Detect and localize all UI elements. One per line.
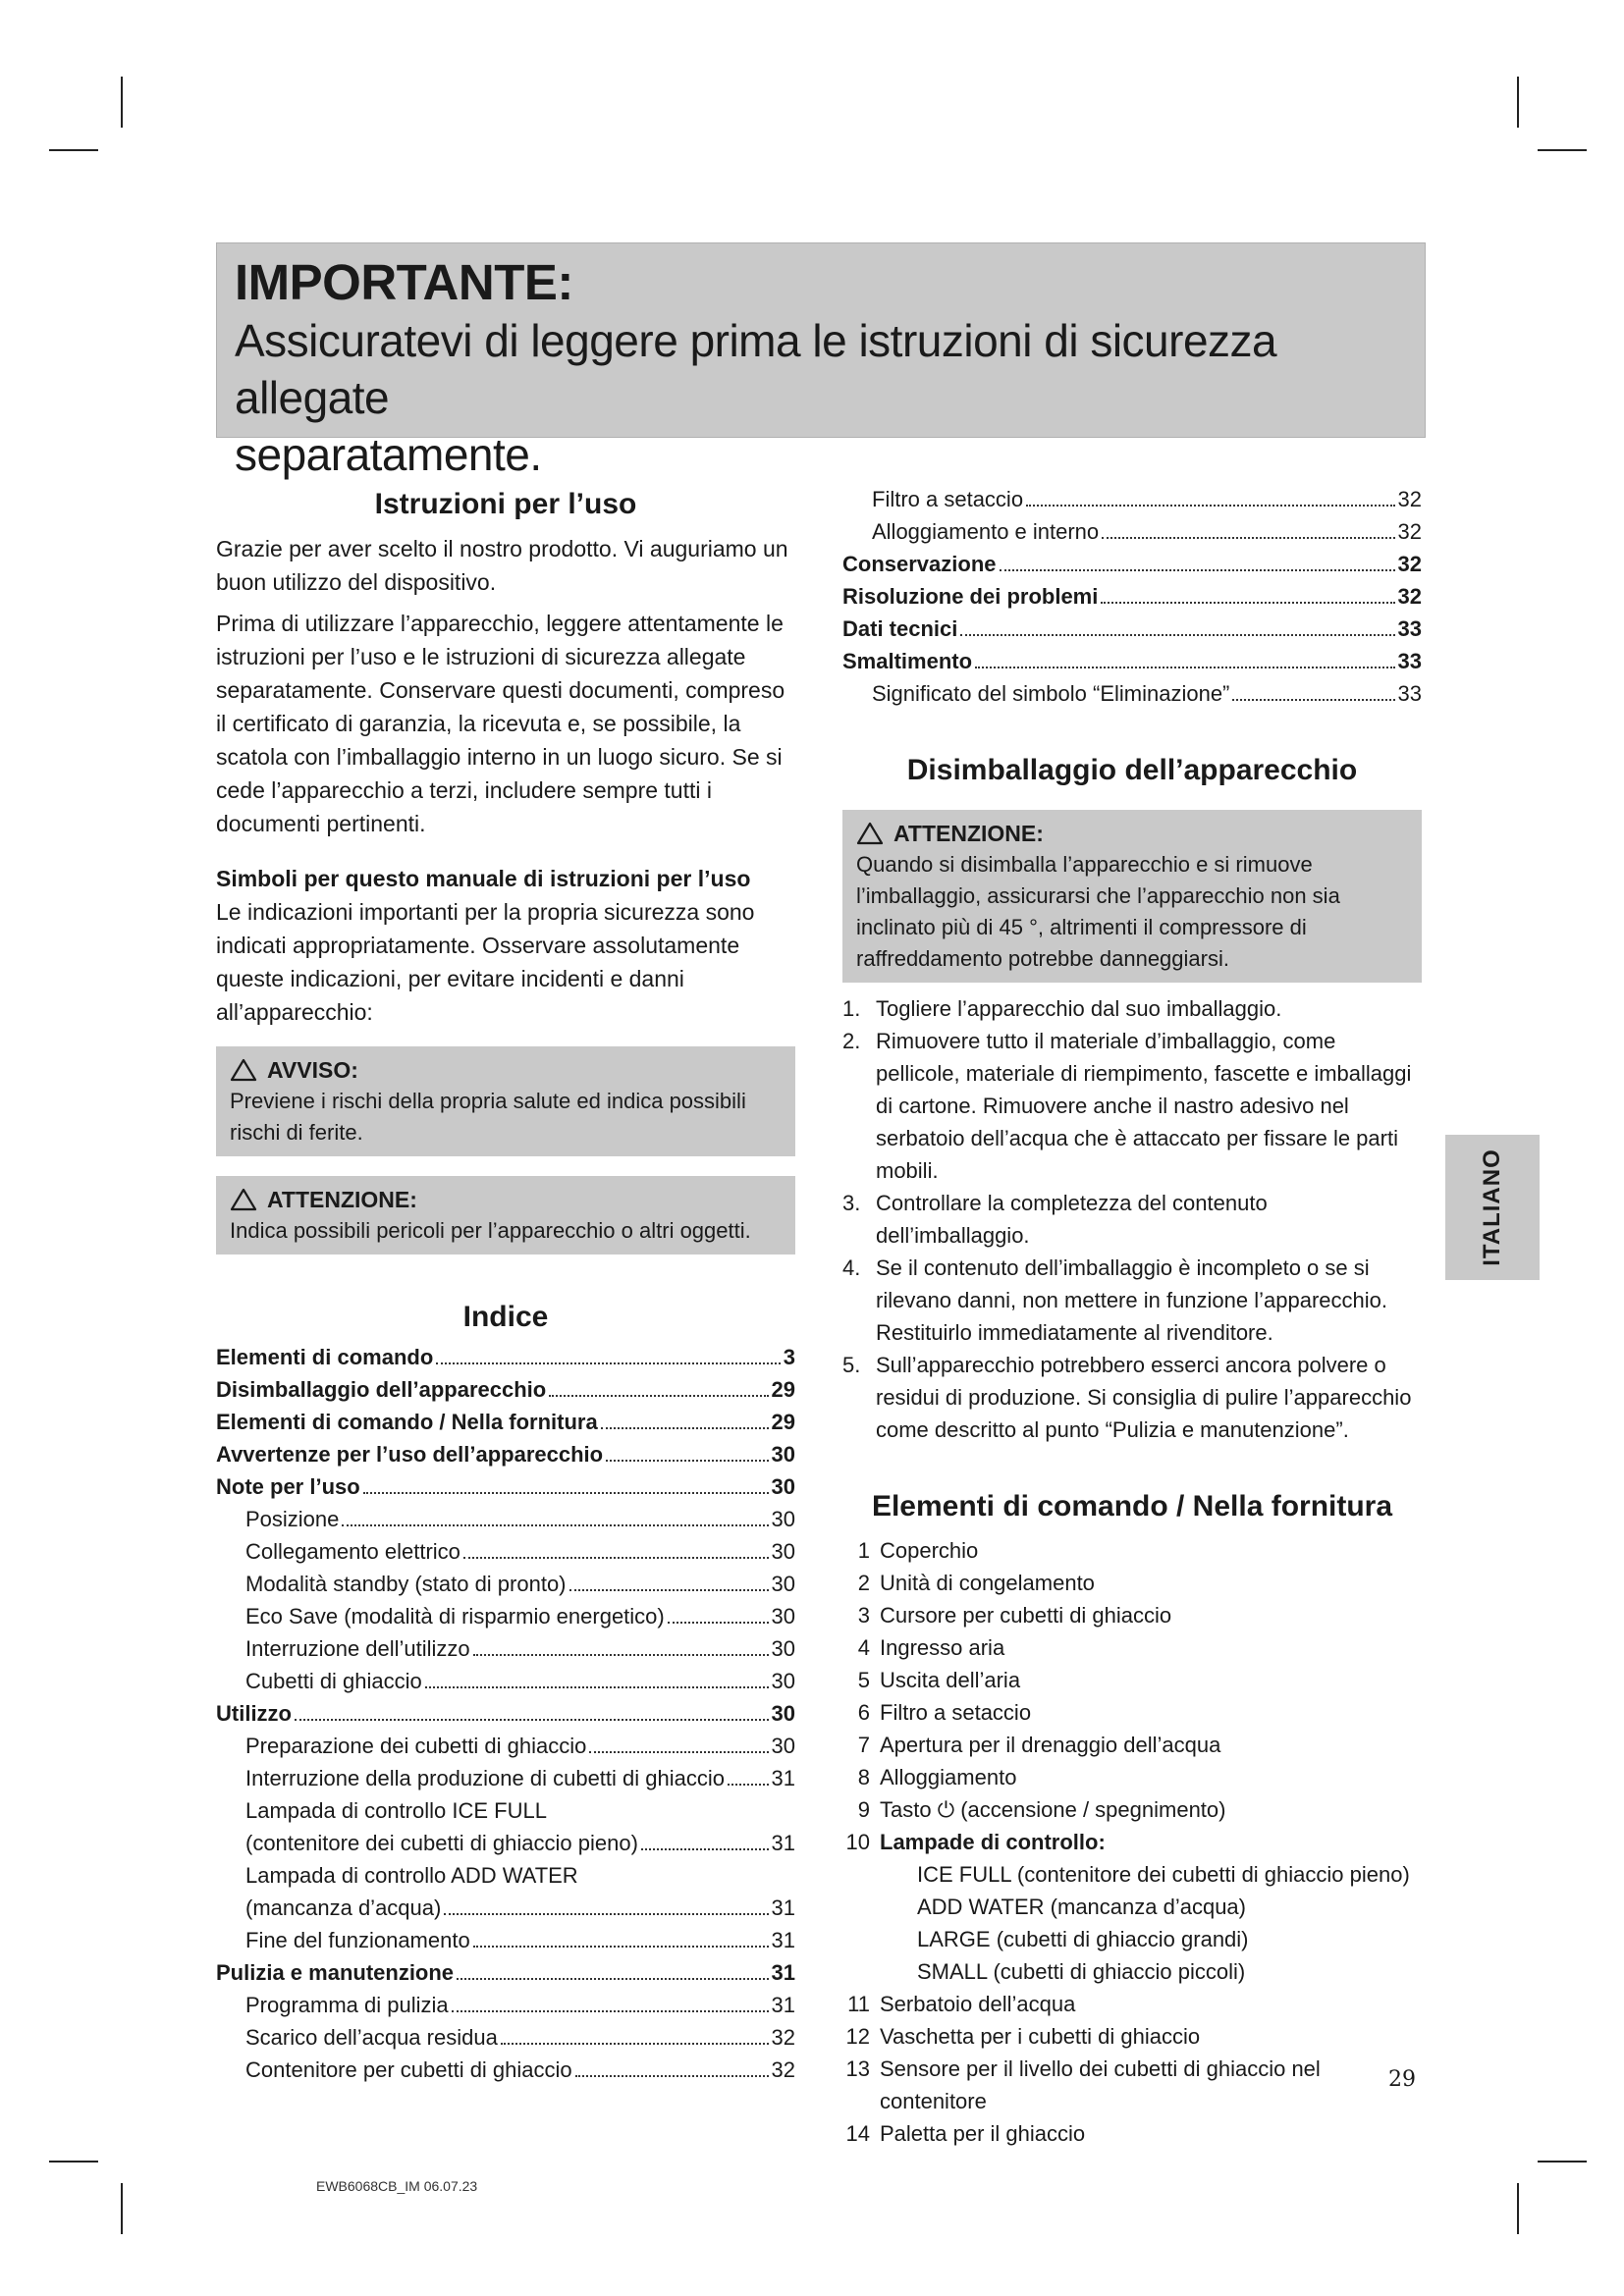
toc-entry[interactable] bbox=[216, 1989, 795, 2021]
intro-paragraph: Grazie per aver scelto il nostro prodotto. Vi auguriamo un buon utilizzo del dispositivo. bbox=[216, 536, 788, 595]
toc-page: 30 bbox=[771, 1539, 795, 1564]
simboli-paragraph: Le indicazioni importanti per la propria sicurezza sono indicati appropriatamente. Osservare assolutamente queste indicazioni, per evitare incidenti e danni all’apparecchio: bbox=[216, 899, 755, 1025]
element-number: 5 bbox=[857, 1668, 870, 1692]
toc-label: Fine del funzionamento bbox=[245, 1928, 470, 1952]
element-number: 3 bbox=[857, 1603, 870, 1628]
avviso-box bbox=[216, 1046, 795, 1156]
list-item bbox=[842, 1955, 1422, 1988]
list-item bbox=[842, 2020, 1422, 2053]
toc-entry[interactable] bbox=[216, 1438, 795, 1470]
toc-entry[interactable] bbox=[216, 1341, 795, 1373]
list-item bbox=[842, 992, 1422, 1025]
list-item bbox=[842, 1891, 1422, 1923]
list-item bbox=[842, 1631, 1422, 1664]
disimballaggio-attenzione-text: Quando si disimballa l’apparecchio e si rimuove l’imballaggio, assicurarsi che l’apparecchio non sia inclinato più di 45 °, altrimenti il compressore di raffreddamento potrebbe danneggiarsi. bbox=[856, 852, 1340, 971]
list-item bbox=[842, 1567, 1422, 1599]
toc-label: Conservazione bbox=[842, 552, 997, 576]
toc-page: 33 bbox=[1397, 681, 1422, 706]
element-number: 9 bbox=[857, 1797, 870, 1822]
element-text: ADD WATER (mancanza d’acqua) bbox=[917, 1895, 1246, 1919]
warning-triangle-icon bbox=[856, 822, 884, 845]
toc-page: 30 bbox=[771, 1507, 795, 1531]
toc-label: Pulizia e manutenzione bbox=[216, 1960, 455, 1985]
element-number: 6 bbox=[857, 1700, 870, 1725]
attenzione-title: ATTENZIONE: bbox=[267, 1187, 417, 1212]
list-item bbox=[842, 1534, 1422, 1567]
toc-label: Eco Save (modalità di risparmio energetico) bbox=[245, 1604, 665, 1629]
toc-label: (mancanza d’acqua) bbox=[245, 1896, 442, 1920]
crop-mark bbox=[49, 149, 98, 151]
step-text: Controllare la completezza del contenuto dell’imballaggio. bbox=[876, 1191, 1268, 1248]
page-number: 29 bbox=[1388, 2067, 1416, 2092]
toc-label: Lampada di controllo ICE FULL bbox=[245, 1798, 547, 1823]
element-text: Tasto ⏻ (accensione / spegnimento) bbox=[880, 1797, 1226, 1822]
toc-page: 32 bbox=[1397, 584, 1422, 609]
crop-mark bbox=[1517, 2183, 1519, 2234]
avviso-title: AVVISO: bbox=[267, 1057, 358, 1083]
toc-entry[interactable] bbox=[216, 1892, 795, 1924]
toc-entry[interactable] bbox=[216, 1794, 795, 1827]
step-number: 2. bbox=[842, 1029, 861, 1053]
element-number: 14 bbox=[845, 2121, 870, 2146]
list-item bbox=[842, 1599, 1422, 1631]
element-text: Coperchio bbox=[880, 1538, 979, 1563]
toc-label: (contenitore dei cubetti di ghiaccio pieno) bbox=[245, 1831, 638, 1855]
banner-line2: separatamente. bbox=[235, 429, 542, 480]
toc-page: 30 bbox=[771, 1701, 795, 1726]
element-text: ICE FULL (contenitore dei cubetti di ghiaccio pieno) bbox=[917, 1862, 1410, 1887]
toc-label: Avvertenze per l’uso dell’apparecchio bbox=[216, 1442, 604, 1467]
toc-page: 30 bbox=[771, 1572, 795, 1596]
attenzione-text: Indica possibili pericoli per l’apparecchio o altri oggetti. bbox=[230, 1218, 751, 1243]
toc-entry[interactable] bbox=[842, 645, 1422, 677]
step-text: Rimuovere tutto il materiale d’imballaggio, come pellicole, materiale di riempimento, fascette e imballaggi di cartone. Rimuovere anche il nastro adesivo nel serbatoio dell’acqua che è attaccato per fissare le parti mobili. bbox=[876, 1029, 1412, 1183]
toc-entry[interactable] bbox=[216, 2021, 795, 2054]
unpacking-steps bbox=[842, 992, 1422, 1446]
toc-label: Risoluzione dei problemi bbox=[842, 584, 1099, 609]
toc-entry[interactable] bbox=[216, 1406, 795, 1438]
toc-page: 32 bbox=[771, 2025, 795, 2050]
toc-page: 30 bbox=[771, 1734, 795, 1758]
toc-label: Elementi di comando bbox=[216, 1345, 434, 1369]
step-number: 4. bbox=[842, 1255, 861, 1280]
toc-page: 31 bbox=[771, 1960, 795, 1985]
indice-heading: Indice bbox=[462, 1301, 549, 1333]
toc-entry[interactable] bbox=[216, 1762, 795, 1794]
list-item bbox=[842, 1664, 1422, 1696]
toc-label: Alloggiamento e interno bbox=[872, 519, 1100, 544]
step-text: Sull’apparecchio potrebbero esserci ancora polvere o residui di produzione. Si consiglia di pulire l’apparecchio come descritto al punto “Pulizia e manutenzione”. bbox=[876, 1353, 1412, 1442]
step-text: Togliere l’apparecchio dal suo imballaggio. bbox=[876, 996, 1282, 1021]
avviso-text: Previene i rischi della propria salute ed indica possibili rischi di ferite. bbox=[230, 1089, 746, 1145]
toc-label: Collegamento elettrico bbox=[245, 1539, 460, 1564]
toc-label: Utilizzo bbox=[216, 1701, 292, 1726]
toc-page: 30 bbox=[771, 1474, 795, 1499]
element-text: Cursore per cubetti di ghiaccio bbox=[880, 1603, 1172, 1628]
crop-mark bbox=[121, 2183, 123, 2234]
left-column bbox=[216, 481, 795, 2086]
element-number bbox=[842, 1923, 880, 1955]
element-text: Filtro a setaccio bbox=[880, 1700, 1032, 1725]
toc-page: 31 bbox=[771, 1928, 795, 1952]
toc-entry[interactable] bbox=[216, 1503, 795, 1535]
toc-page: 30 bbox=[771, 1442, 795, 1467]
crop-mark bbox=[121, 77, 123, 128]
element-number: 8 bbox=[857, 1765, 870, 1789]
disimballaggio-attenzione-title: ATTENZIONE: bbox=[893, 821, 1044, 846]
toc-entry[interactable] bbox=[842, 515, 1422, 548]
element-text: Uscita dell’aria bbox=[880, 1668, 1021, 1692]
elementi-heading: Elementi di comando / Nella fornitura bbox=[871, 1490, 1393, 1522]
toc-label: Disimballaggio dell’apparecchio bbox=[216, 1377, 547, 1402]
toc-page: 32 bbox=[1397, 519, 1422, 544]
toc-entry[interactable] bbox=[842, 580, 1422, 613]
istruzioni-heading: Istruzioni per l’uso bbox=[374, 488, 637, 520]
toc-entry[interactable] bbox=[216, 1827, 795, 1859]
toc-page: 31 bbox=[771, 1896, 795, 1920]
toc-label: Note per l’uso bbox=[216, 1474, 360, 1499]
simboli-heading: Simboli per questo manuale di istruzioni per l’uso bbox=[216, 866, 751, 891]
toc-label: Filtro a setaccio bbox=[872, 487, 1024, 511]
toc-entry[interactable] bbox=[842, 548, 1422, 580]
list-item bbox=[842, 1025, 1422, 1187]
toc-entry[interactable] bbox=[216, 1956, 795, 1989]
toc-entry[interactable] bbox=[216, 1665, 795, 1697]
footer-code: EWB6068CB_IM 06.07.23 bbox=[316, 2178, 478, 2194]
toc-label: Interruzione della produzione di cubetti di ghiaccio bbox=[245, 1766, 725, 1790]
toc-label: Posizione bbox=[245, 1507, 340, 1531]
toc-label: Scarico dell’acqua residua bbox=[245, 2025, 498, 2050]
element-text: Unità di congelamento bbox=[880, 1571, 1095, 1595]
attenzione-box bbox=[216, 1176, 795, 1255]
toc-list-left bbox=[216, 1341, 795, 2086]
right-column bbox=[842, 483, 1422, 2150]
element-text: Vaschetta per i cubetti di ghiaccio bbox=[880, 2024, 1201, 2049]
toc-entry[interactable] bbox=[842, 677, 1422, 710]
toc-label: Elementi di comando / Nella fornitura bbox=[216, 1410, 598, 1434]
toc-label: Significato del simbolo “Eliminazione” bbox=[872, 681, 1230, 706]
toc-page: 32 bbox=[771, 2057, 795, 2082]
important-banner bbox=[216, 242, 1426, 480]
element-text: Sensore per il livello dei cubetti di ghiaccio nel contenitore bbox=[880, 2056, 1321, 2113]
element-number: 12 bbox=[845, 2024, 870, 2049]
toc-label: Contenitore per cubetti di ghiaccio bbox=[245, 2057, 572, 2082]
toc-page: 32 bbox=[1397, 487, 1422, 511]
toc-entry[interactable] bbox=[216, 1924, 795, 1956]
list-item bbox=[842, 2053, 1422, 2117]
toc-label: Smaltimento bbox=[842, 649, 973, 673]
crop-mark bbox=[1538, 2161, 1587, 2163]
toc-page: 29 bbox=[771, 1377, 795, 1402]
crop-mark bbox=[49, 2161, 98, 2163]
toc-label: Cubetti di ghiaccio bbox=[245, 1669, 422, 1693]
toc-page: 31 bbox=[771, 1831, 795, 1855]
instructions-paragraph: Prima di utilizzare l’apparecchio, leggere attentamente le istruzioni per l’uso e le istruzioni di sicurezza allegate separatamente. Conservare questi documenti, compreso il certificato di garanzia, la ricevuta e, se possibile, la scatola con l’imballaggio interno in un luogo sicuro. Se si cede l’apparecchio a terzi, includere sempre tutti i documenti pertinenti. bbox=[216, 611, 785, 836]
list-item bbox=[842, 1826, 1422, 1858]
element-text: Ingresso aria bbox=[880, 1635, 1005, 1660]
list-item bbox=[842, 1187, 1422, 1252]
warning-triangle-icon bbox=[230, 1058, 257, 1082]
list-item bbox=[842, 2117, 1422, 2150]
toc-entry[interactable] bbox=[216, 1535, 795, 1568]
list-item bbox=[842, 1923, 1422, 1955]
crop-mark bbox=[1538, 149, 1587, 151]
element-number: 13 bbox=[845, 2056, 870, 2081]
toc-label: Preparazione dei cubetti di ghiaccio bbox=[245, 1734, 587, 1758]
toc-entry[interactable] bbox=[842, 613, 1422, 645]
element-number: 10 bbox=[845, 1830, 870, 1854]
toc-entry[interactable] bbox=[216, 1730, 795, 1762]
list-item bbox=[842, 1793, 1422, 1826]
list-item bbox=[842, 1729, 1422, 1761]
toc-page: 31 bbox=[771, 1993, 795, 2017]
element-number: 4 bbox=[857, 1635, 870, 1660]
toc-entry[interactable] bbox=[216, 1373, 795, 1406]
list-item bbox=[842, 1761, 1422, 1793]
toc-entry[interactable] bbox=[216, 1470, 795, 1503]
language-label: ITALIANO bbox=[1479, 1148, 1505, 1266]
step-text: Se il contenuto dell’imballaggio è incompleto o se si rilevano danni, non mettere in funzione l’apparecchio. Restituirlo immediatamente al rivenditore. bbox=[876, 1255, 1387, 1345]
list-item bbox=[842, 1988, 1422, 2020]
toc-page: 33 bbox=[1397, 649, 1422, 673]
list-item bbox=[842, 1252, 1422, 1349]
toc-entry[interactable] bbox=[216, 1632, 795, 1665]
elements-list bbox=[842, 1534, 1422, 2150]
step-number: 3. bbox=[842, 1191, 861, 1215]
toc-entry[interactable] bbox=[216, 1568, 795, 1600]
disimballaggio-heading: Disimballaggio dell’apparecchio bbox=[906, 754, 1358, 786]
language-tab bbox=[1445, 1135, 1540, 1280]
element-number: 11 bbox=[847, 1992, 870, 2016]
element-number bbox=[842, 1858, 880, 1891]
toc-page: 30 bbox=[771, 1669, 795, 1693]
element-text: Apertura per il drenaggio dell’acqua bbox=[880, 1733, 1221, 1757]
warning-triangle-icon bbox=[230, 1188, 257, 1211]
toc-entry[interactable] bbox=[216, 2054, 795, 2086]
element-number: 2 bbox=[857, 1571, 870, 1595]
element-text: SMALL (cubetti di ghiaccio piccoli) bbox=[917, 1959, 1246, 1984]
element-text: LARGE (cubetti di ghiaccio grandi) bbox=[917, 1927, 1249, 1951]
element-number bbox=[842, 1955, 880, 1988]
toc-page: 30 bbox=[771, 1636, 795, 1661]
toc-page: 29 bbox=[771, 1410, 795, 1434]
element-text: Lampade di controllo: bbox=[880, 1830, 1106, 1854]
toc-page: 33 bbox=[1397, 616, 1422, 641]
toc-label: Lampada di controllo ADD WATER bbox=[245, 1863, 578, 1888]
toc-label: Interruzione dell’utilizzo bbox=[245, 1636, 470, 1661]
banner-title: IMPORTANTE: bbox=[235, 254, 573, 310]
toc-entry[interactable] bbox=[216, 1697, 795, 1730]
disimballaggio-attenzione-box bbox=[842, 810, 1422, 983]
element-text: Paletta per il ghiaccio bbox=[880, 2121, 1086, 2146]
crop-mark bbox=[1517, 77, 1519, 128]
toc-list-right bbox=[842, 483, 1422, 710]
toc-label: Programma di pulizia bbox=[245, 1993, 449, 2017]
toc-page: 30 bbox=[771, 1604, 795, 1629]
toc-page: 3 bbox=[783, 1345, 795, 1369]
banner-line1: Assicuratevi di leggere prima le istruzioni di sicurezza allegate bbox=[235, 315, 1277, 423]
toc-label: Dati tecnici bbox=[842, 616, 958, 641]
list-item bbox=[842, 1858, 1422, 1891]
element-number: 7 bbox=[857, 1733, 870, 1757]
element-text: Alloggiamento bbox=[880, 1765, 1017, 1789]
step-number: 1. bbox=[842, 996, 861, 1021]
toc-label: Modalità standby (stato di pronto) bbox=[245, 1572, 567, 1596]
element-number: 1 bbox=[857, 1538, 870, 1563]
element-number bbox=[842, 1891, 880, 1923]
toc-entry[interactable] bbox=[216, 1600, 795, 1632]
toc-page: 31 bbox=[771, 1766, 795, 1790]
toc-entry[interactable] bbox=[216, 1859, 795, 1892]
toc-entry[interactable] bbox=[842, 483, 1422, 515]
element-text: Serbatoio dell’acqua bbox=[880, 1992, 1076, 2016]
toc-page: 32 bbox=[1397, 552, 1422, 576]
list-item bbox=[842, 1696, 1422, 1729]
list-item bbox=[842, 1349, 1422, 1446]
step-number: 5. bbox=[842, 1353, 861, 1377]
